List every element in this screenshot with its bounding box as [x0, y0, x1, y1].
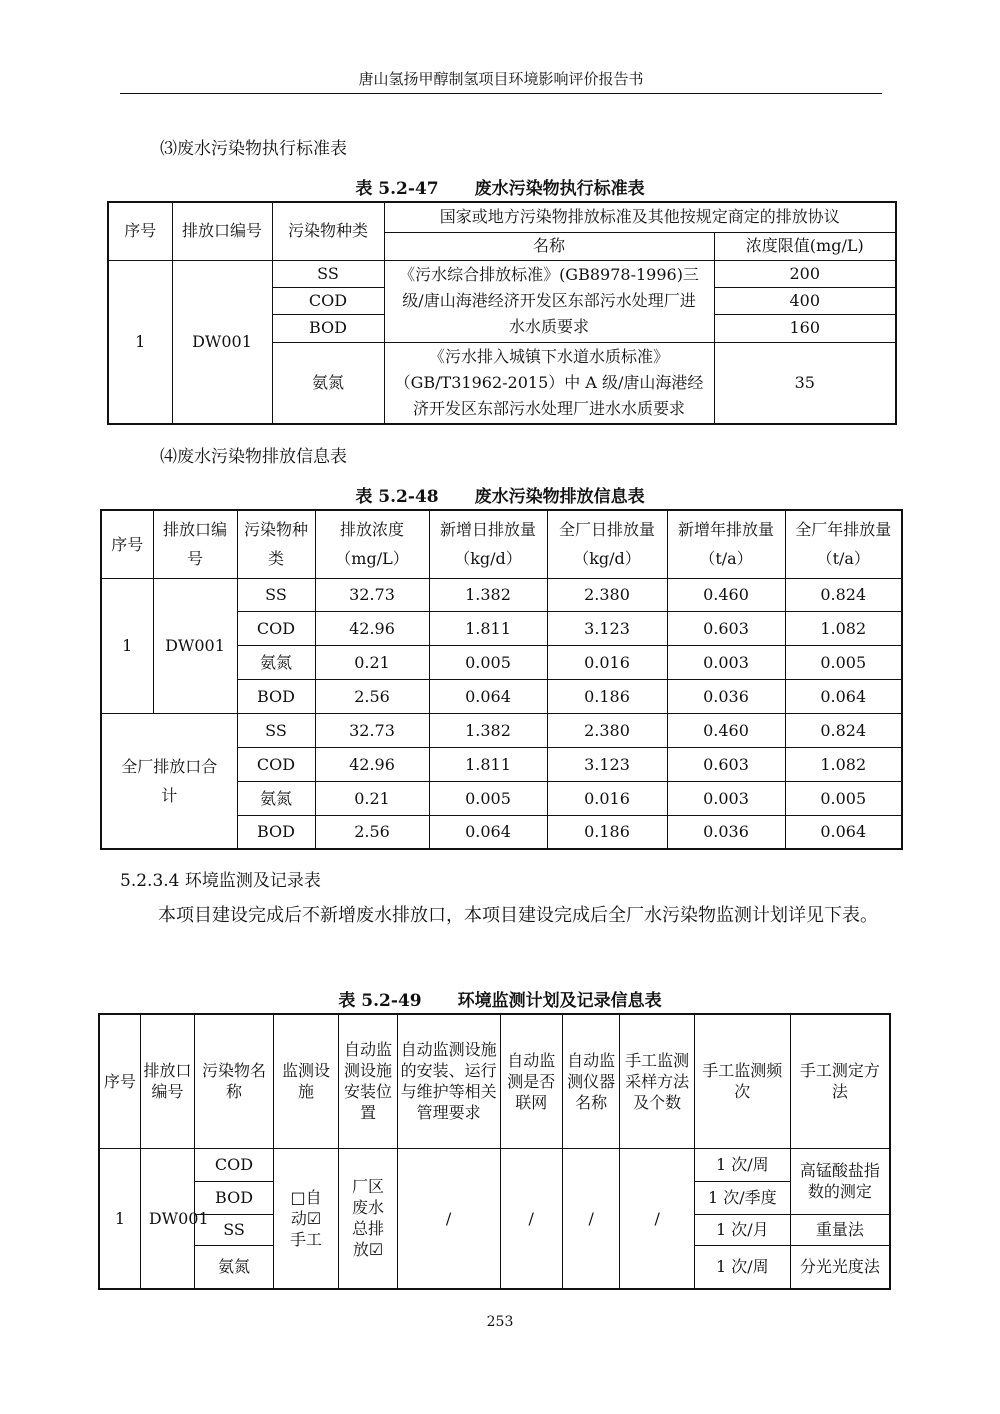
t48-cell: 0.005 — [785, 645, 902, 679]
t48-cell: 0.016 — [547, 781, 667, 815]
t48-cell: 1.082 — [785, 611, 902, 645]
t48-cell: 0.005 — [429, 645, 547, 679]
t49-method: 高锰酸盐指数的测定 — [790, 1148, 890, 1214]
t49-pollutant: 氨氮 — [195, 1245, 274, 1289]
t48-header-outlet: 排放口编号 — [153, 510, 237, 578]
t48-cell: 0.603 — [667, 611, 785, 645]
t48-cell: 0.005 — [429, 781, 547, 815]
t47-header-standard: 国家或地方污染物排放标准及其他按规定商定的排放协议 — [384, 202, 896, 232]
t48-cell: 1.382 — [429, 578, 547, 611]
t47-pollutant: SS — [272, 260, 384, 287]
t49-frequency: 1 次/月 — [694, 1214, 790, 1245]
t48-cell: 0.186 — [547, 815, 667, 849]
t49-facility: □自动☑手工 — [273, 1148, 338, 1289]
t48-cell: 0.016 — [547, 645, 667, 679]
t49-frequency: 1 次/周 — [694, 1245, 790, 1289]
t48-cell: 0.824 — [785, 713, 902, 747]
t49-header-method: 手工测定方法 — [790, 1014, 890, 1148]
t48-cell: 0.064 — [429, 815, 547, 849]
t47-limit: 200 — [714, 260, 896, 287]
t48-cell: 0.064 — [785, 679, 902, 713]
t48-cell: 0.603 — [667, 747, 785, 781]
t49-header-location: 自动监测设施安装位置 — [339, 1014, 397, 1148]
table-47 — [107, 201, 897, 425]
t47-standard-2: 《污水排入城镇下水道水质标准》（GB/T31962-2015）中 A 级/唐山海港经济开发区东部污水处理厂进水水质要求 — [384, 342, 714, 424]
t49-header-facility: 监测设施 — [273, 1014, 338, 1148]
t49-pollutant: COD — [195, 1148, 274, 1181]
t48-cell: 0.036 — [667, 679, 785, 713]
t48-cell: 42.96 — [315, 611, 429, 645]
t49-header-frequency: 手工监测频次 — [694, 1014, 790, 1148]
t49-pollutant: SS — [195, 1214, 274, 1245]
t48-header-plant-annual: 全厂年排放量（t/a） — [785, 510, 902, 578]
table-48-caption — [100, 482, 900, 507]
t49-location: 厂区废水总排放☑ — [339, 1148, 397, 1289]
t48-cell: 1.082 — [785, 747, 902, 781]
table-48-title: 废水污染物排放信息表 — [474, 487, 645, 507]
t48-plant-total-label: 全厂排放口合计 — [101, 713, 237, 849]
t47-seq: 1 — [108, 260, 172, 424]
t49-header-sampling: 手工监测采样方法及个数 — [620, 1014, 695, 1148]
t48-cell: 32.73 — [315, 578, 429, 611]
t47-pollutant: 氨氮 — [272, 342, 384, 424]
t48-cell: 2.56 — [315, 679, 429, 713]
t48-cell: 0.460 — [667, 713, 785, 747]
table-49 — [98, 1013, 891, 1290]
t47-header-pollutant: 污染物种类 — [272, 202, 384, 260]
t48-cell: 42.96 — [315, 747, 429, 781]
t49-networked: / — [500, 1148, 562, 1289]
t49-header-networked: 自动监测是否联网 — [500, 1014, 562, 1148]
t48-cell: 0.21 — [315, 781, 429, 815]
t49-frequency: 1 次/周 — [694, 1148, 790, 1181]
t47-limit: 35 — [714, 342, 896, 424]
t47-header-outlet: 排放口编号 — [172, 202, 272, 260]
t48-cell: 0.003 — [667, 645, 785, 679]
t47-outlet: DW001 — [172, 260, 272, 424]
t47-limit: 400 — [714, 287, 896, 314]
table-47-title: 废水污染物执行标准表 — [474, 179, 645, 199]
t49-frequency: 1 次/季度 — [694, 1181, 790, 1214]
header-rule — [120, 93, 882, 94]
t48-cell: COD — [237, 747, 315, 781]
t48-seq: 1 — [101, 578, 153, 713]
t49-header-seq: 序号 — [99, 1014, 140, 1148]
t48-header-new-daily: 新增日排放量（kg/d） — [429, 510, 547, 578]
t48-cell: 0.186 — [547, 679, 667, 713]
t48-cell: 0.824 — [785, 578, 902, 611]
t49-seq: 1 — [99, 1148, 140, 1289]
t48-cell: 1.382 — [429, 713, 547, 747]
t48-cell: 0.460 — [667, 578, 785, 611]
t49-method: 重量法 — [790, 1214, 890, 1245]
t48-cell: 1.811 — [429, 747, 547, 781]
t48-cell: 0.21 — [315, 645, 429, 679]
t48-cell: 0.064 — [429, 679, 547, 713]
t48-cell: 32.73 — [315, 713, 429, 747]
t48-cell: 3.123 — [547, 747, 667, 781]
table-47-number: 表 5.2-47 — [355, 179, 439, 199]
t47-pollutant: COD — [272, 287, 384, 314]
t48-cell: 3.123 — [547, 611, 667, 645]
t49-header-requirements: 自动监测设施的安装、运行与维护等相关管理要求 — [397, 1014, 500, 1148]
t47-header-seq: 序号 — [108, 202, 172, 260]
section-heading-3: ⑶废水污染物执行标准表 — [160, 139, 347, 159]
t48-cell: SS — [237, 713, 315, 747]
t49-method: 分光光度法 — [790, 1245, 890, 1289]
t47-pollutant: BOD — [272, 314, 384, 342]
t48-outlet: DW001 — [153, 578, 237, 713]
t48-cell: SS — [237, 578, 315, 611]
t48-header-seq: 序号 — [101, 510, 153, 578]
table-49-caption — [100, 986, 900, 1011]
t47-header-name: 名称 — [384, 232, 714, 260]
table-49-title: 环境监测计划及记录信息表 — [457, 991, 662, 1011]
t48-header-pollutant: 污染物种类 — [237, 510, 315, 578]
t49-header-outlet: 排放口编号 — [140, 1014, 194, 1148]
t48-cell: 1.811 — [429, 611, 547, 645]
t49-outlet: DW001 — [140, 1148, 194, 1289]
running-header: 唐山氢扬甲醇制氢项目环境影响评价报告书 — [358, 70, 644, 88]
t48-cell: 2.56 — [315, 815, 429, 849]
t48-cell: 0.005 — [785, 781, 902, 815]
t48-cell: COD — [237, 611, 315, 645]
t48-cell: 氨氮 — [237, 781, 315, 815]
t48-cell: 2.380 — [547, 713, 667, 747]
t49-requirements: / — [397, 1148, 500, 1289]
section-heading-4: ⑷废水污染物排放信息表 — [160, 447, 347, 467]
t47-header-limit: 浓度限值(mg/L) — [714, 232, 896, 260]
t48-cell: 氨氮 — [237, 645, 315, 679]
t48-cell: BOD — [237, 679, 315, 713]
t48-cell: BOD — [237, 815, 315, 849]
t49-instrument: / — [562, 1148, 619, 1289]
t49-sampling: / — [620, 1148, 695, 1289]
t48-cell: 0.036 — [667, 815, 785, 849]
table-49-number: 表 5.2-49 — [338, 991, 422, 1011]
body-paragraph: 本项目建设完成后不新增废水排放口，本项目建设完成后全厂水污染物监测计划详见下表。 — [158, 905, 878, 926]
t49-header-pollutant: 污染物名称 — [195, 1014, 274, 1148]
section-heading-5: 5.2.3.4 环境监测及记录表 — [120, 871, 321, 891]
t48-cell: 0.003 — [667, 781, 785, 815]
t47-standard-1: 《污水综合排放标准》(GB8978-1996)三级/唐山海港经济开发区东部污水处理厂进水水质要求 — [384, 260, 714, 342]
t48-header-plant-daily: 全厂日排放量（kg/d） — [547, 510, 667, 578]
table-47-caption — [100, 174, 900, 199]
table-48-number: 表 5.2-48 — [355, 487, 439, 507]
page-number: 253 — [486, 1314, 514, 1330]
t48-cell: 0.064 — [785, 815, 902, 849]
t49-header-instrument: 自动监测仪器名称 — [562, 1014, 619, 1148]
t49-pollutant: BOD — [195, 1181, 274, 1214]
table-48 — [100, 509, 903, 850]
t48-header-concentration: 排放浓度（mg/L） — [315, 510, 429, 578]
t48-header-new-annual: 新增年排放量（t/a） — [667, 510, 785, 578]
t47-limit: 160 — [714, 314, 896, 342]
t48-cell: 2.380 — [547, 578, 667, 611]
